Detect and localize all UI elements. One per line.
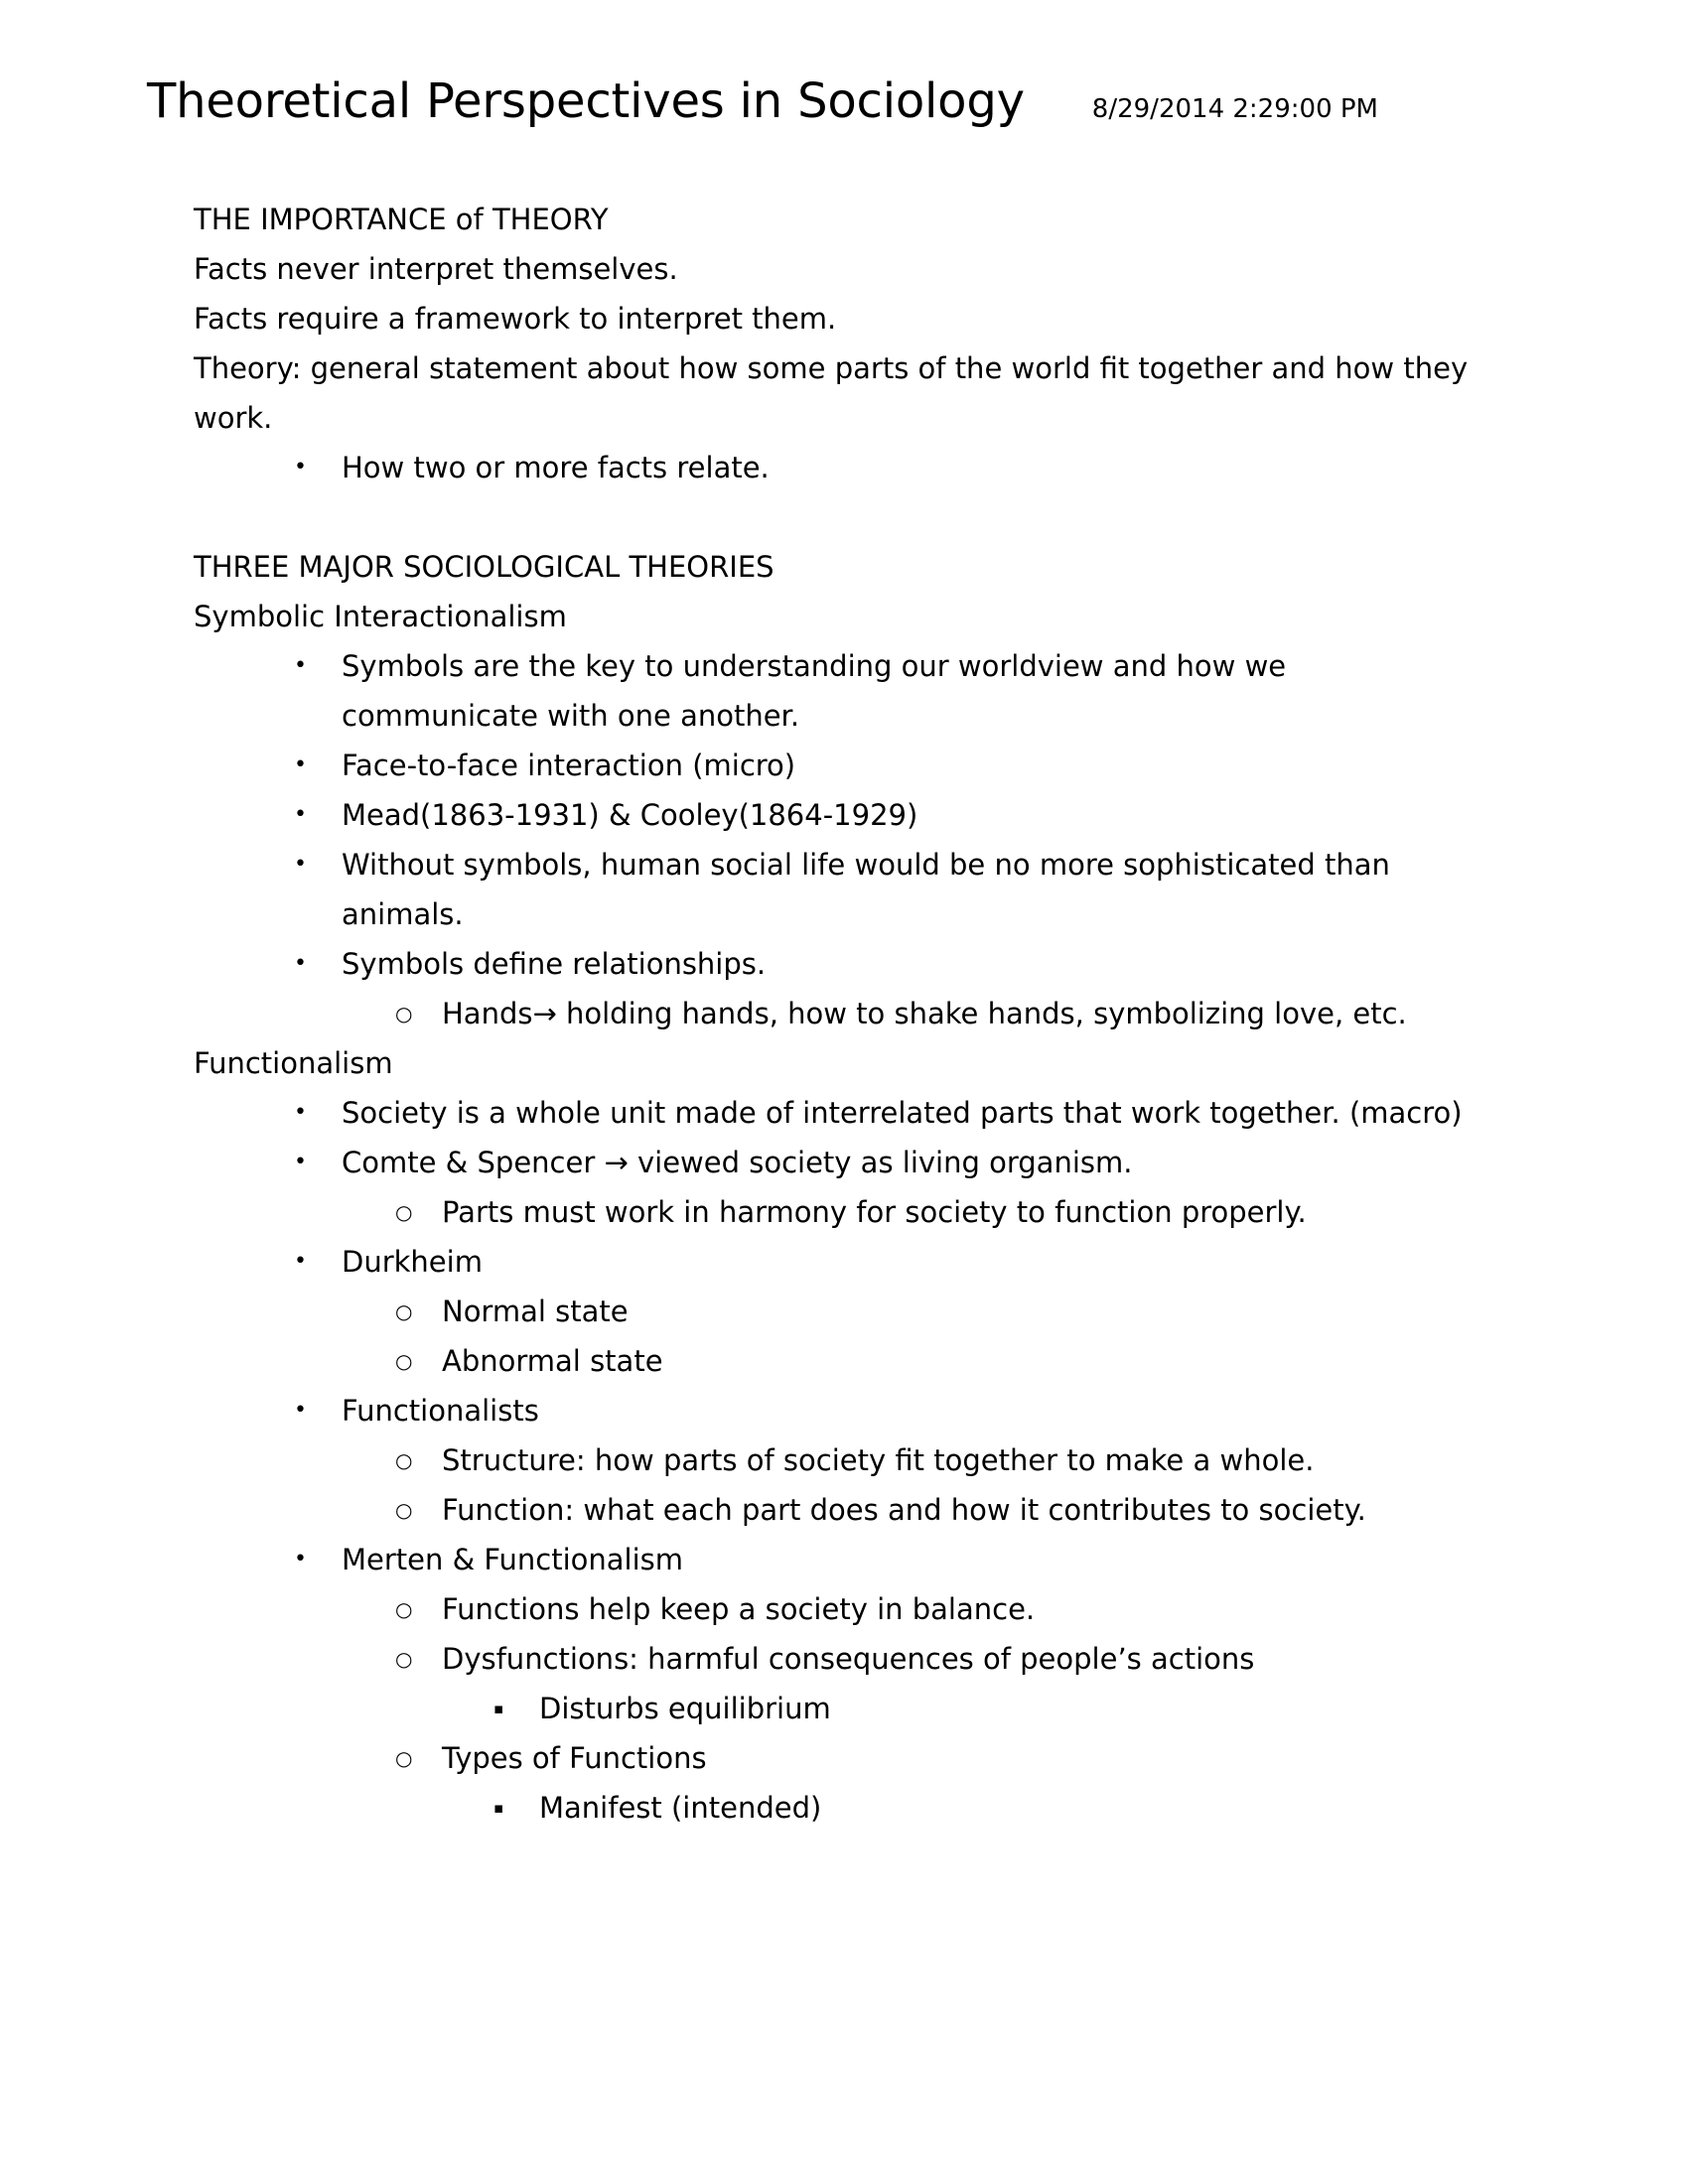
list-item: [0, 741, 1688, 790]
sub-list-item-text: Function: what each part does and how it contributes to society.: [442, 1493, 1366, 1527]
paragraph-facts-require-framework: [0, 294, 1663, 343]
sub-list-item: [0, 989, 1688, 1038]
list-item-text: Merten & Functionalism: [342, 1543, 684, 1576]
subheading-text: Functionalism: [194, 1046, 393, 1080]
list-item: [0, 1535, 1688, 1584]
sub-sub-list-item-text: Disturbs equilibrium: [539, 1692, 831, 1725]
sub-list-item-text: Parts must work in harmony for society to function properly.: [442, 1195, 1307, 1229]
sub-list-item: [0, 1336, 1688, 1386]
bullet-circle-icon: ○: [395, 1200, 413, 1224]
sub-sub-list-item: [0, 1783, 1688, 1833]
list-item: [0, 641, 1688, 741]
bullet-disc-icon: •: [294, 455, 307, 479]
sub-list-item: [0, 1634, 1688, 1684]
paragraph-text: Facts require a framework to interpret them.: [194, 302, 837, 336]
subsection-heading-functionalism: [0, 1038, 1663, 1088]
list-item-text: Society is a whole unit made of interrelated parts that work together. (macro): [342, 1096, 1463, 1130]
bullet-circle-icon: ○: [395, 1647, 413, 1671]
bullet-disc-icon: •: [294, 852, 307, 877]
sub-list-item-text: Structure: how parts of society fit together to make a whole.: [442, 1443, 1315, 1477]
sub-sub-list-item-text: Manifest (intended): [539, 1791, 822, 1825]
bullet-square-icon: ▪: [493, 1700, 504, 1717]
bullet-square-icon: ▪: [493, 1799, 504, 1817]
list-item-text: Functionalists: [342, 1394, 539, 1428]
list-item-text: Without symbols, human social life would be no more sophisticated than animals.: [342, 848, 1390, 931]
bullet-circle-icon: ○: [395, 1746, 413, 1770]
heading-text: THREE MAJOR SOCIOLOGICAL THEORIES: [194, 550, 774, 584]
paragraph-facts-never-interpret: [0, 244, 1663, 294]
list-item: [0, 939, 1688, 989]
list-item: [0, 1386, 1688, 1435]
bullet-disc-icon: •: [294, 1100, 307, 1125]
sub-list-item: [0, 1584, 1688, 1634]
sub-list-item: [0, 1287, 1688, 1336]
list-item-text: Durkheim: [342, 1245, 483, 1279]
bullet-disc-icon: •: [294, 951, 307, 976]
section-heading-importance-of-theory: [0, 195, 1663, 244]
bullet-disc-icon: •: [294, 1150, 307, 1174]
subheading-text: Symbolic Interactionalism: [194, 600, 567, 633]
sub-list-item: [0, 1733, 1688, 1783]
bullet-disc-icon: •: [294, 1398, 307, 1423]
bullet-circle-icon: ○: [395, 1299, 413, 1323]
sub-list-item-text: Hands→ holding hands, how to shake hands, symbolizing love, etc.: [442, 997, 1407, 1030]
paragraph-text: Theory: general statement about how some parts of the world fit together and how they work.: [194, 351, 1469, 435]
bullet-disc-icon: •: [294, 1547, 307, 1571]
sub-list-item: [0, 1435, 1688, 1485]
list-item: [0, 1088, 1688, 1138]
sub-sub-list-item: [0, 1684, 1688, 1733]
bullet-disc-icon: •: [294, 802, 307, 827]
section-heading-three-major-theories: [0, 542, 1663, 592]
list-item: [0, 840, 1688, 939]
list-item-text: Mead(1863-1931) & Cooley(1864-1929): [342, 798, 918, 832]
list-item-text: Symbols are the key to understanding our worldview and how we communicate with one another.: [342, 649, 1287, 733]
list-item: [0, 790, 1688, 840]
sub-list-item-text: Normal state: [442, 1295, 629, 1328]
heading-text: THE IMPORTANCE of THEORY: [194, 203, 609, 236]
page-title: Theoretical Perspectives in Sociology: [147, 73, 1025, 129]
document-header: [147, 73, 1378, 129]
paragraph-theory-definition: [0, 343, 1663, 443]
bullet-circle-icon: ○: [395, 1597, 413, 1621]
document-body: [0, 195, 1688, 1833]
bullet-disc-icon: •: [294, 1249, 307, 1274]
sub-list-item-text: Abnormal state: [442, 1344, 663, 1378]
sub-list-item: [0, 1485, 1688, 1535]
bullet-circle-icon: ○: [395, 1498, 413, 1522]
list-item-text: Face-to-face interaction (micro): [342, 749, 796, 782]
bullet-disc-icon: •: [294, 752, 307, 777]
bullet-circle-icon: ○: [395, 1002, 413, 1025]
list-item-text: How two or more facts relate.: [342, 451, 770, 484]
list-item: [0, 443, 1688, 492]
subsection-heading-symbolic-interactionalism: [0, 592, 1663, 641]
sub-list-item-text: Dysfunctions: harmful consequences of people’s actions: [442, 1642, 1255, 1676]
list-item: [0, 1237, 1688, 1287]
section-spacer: [0, 492, 1688, 542]
document-timestamp: 8/29/2014 2:29:00 PM: [1091, 94, 1378, 124]
list-item-text: Symbols define relationships.: [342, 947, 767, 981]
sub-list-item-text: Types of Functions: [442, 1741, 707, 1775]
sub-list-item-text: Functions help keep a society in balance.: [442, 1592, 1036, 1626]
list-item-text: Comte & Spencer → viewed society as living organism.: [342, 1146, 1133, 1179]
bullet-circle-icon: ○: [395, 1349, 413, 1373]
sub-list-item: [0, 1187, 1688, 1237]
paragraph-text: Facts never interpret themselves.: [194, 252, 678, 286]
bullet-disc-icon: •: [294, 653, 307, 678]
bullet-circle-icon: ○: [395, 1448, 413, 1472]
list-item: [0, 1138, 1688, 1187]
